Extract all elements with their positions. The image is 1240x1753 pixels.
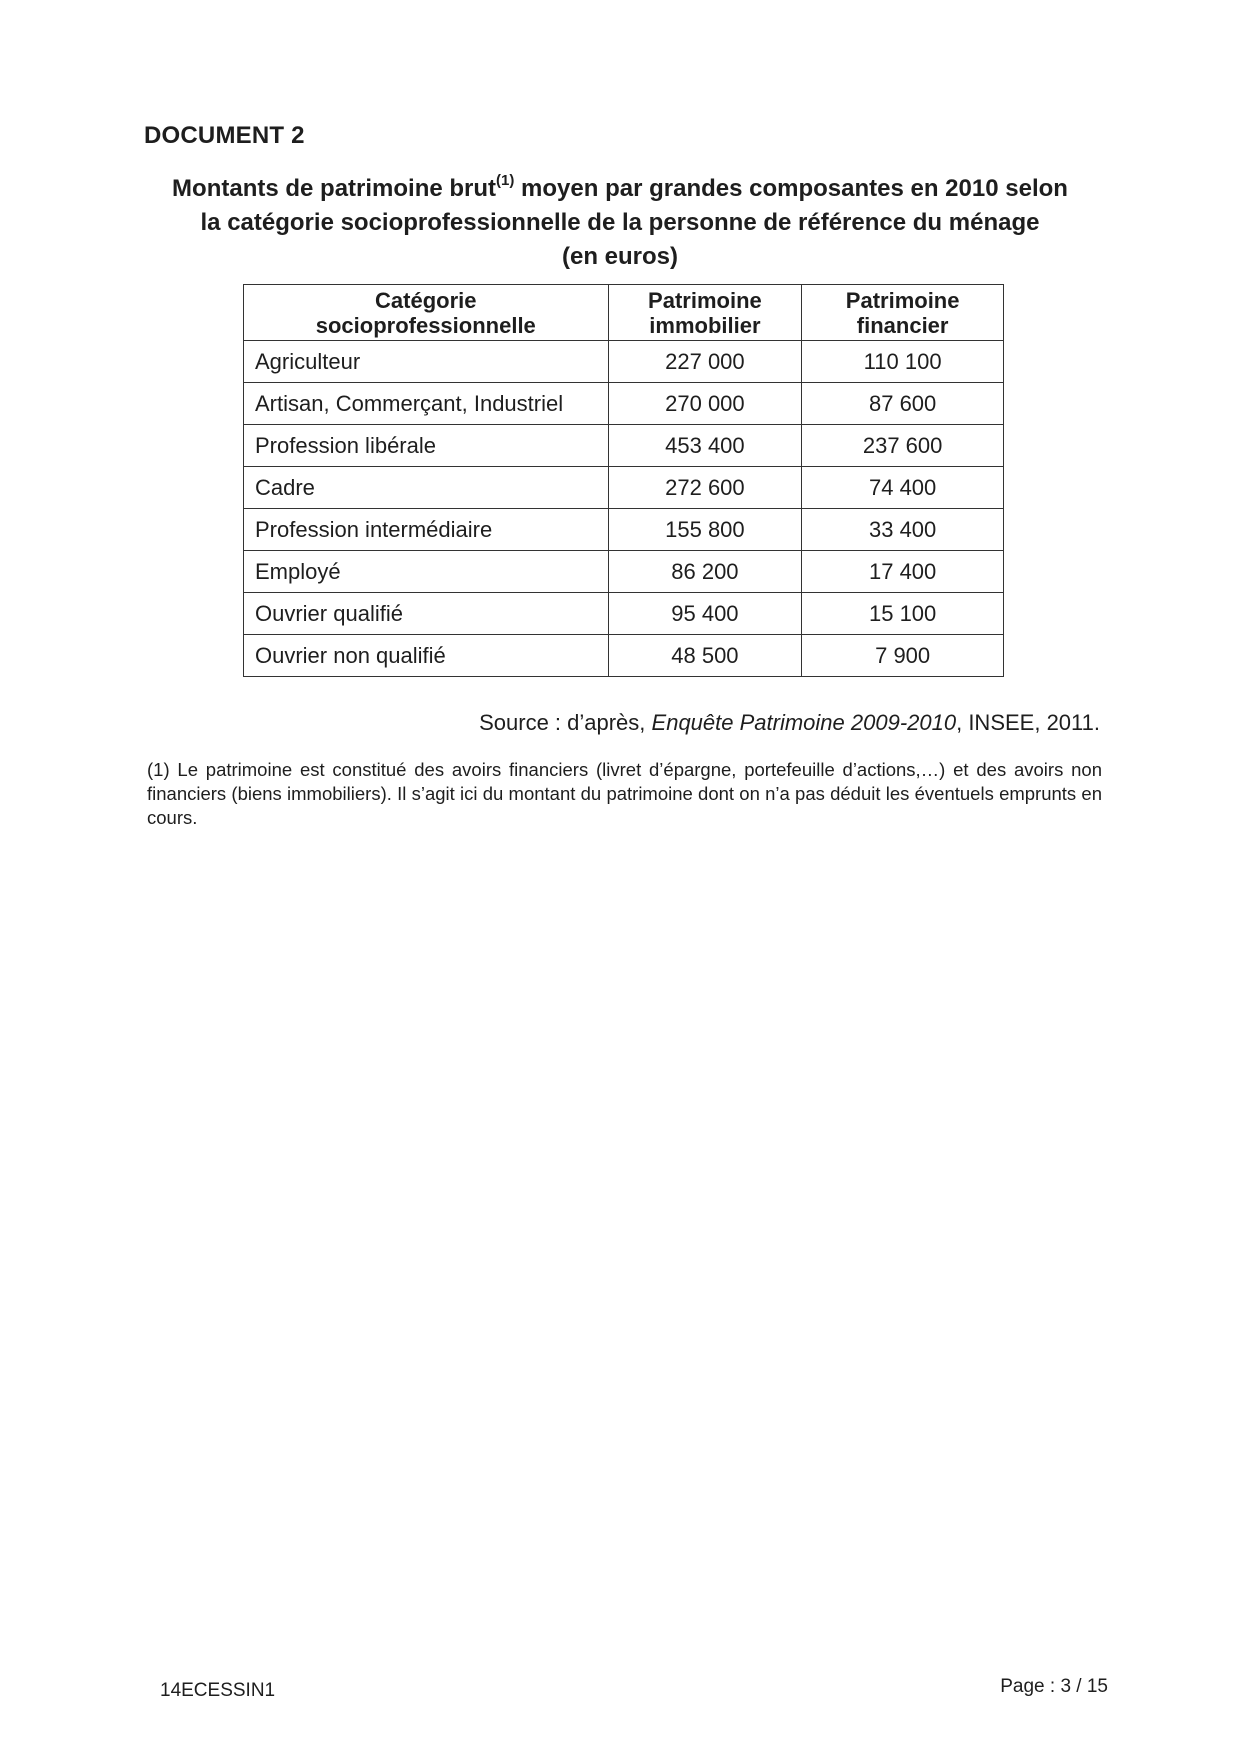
- title-line-1: [120, 172, 1120, 206]
- table-row: [244, 341, 1004, 383]
- table-row: [244, 425, 1004, 467]
- header-immobilier-line-1: Patrimoine: [648, 287, 762, 313]
- row-immobilier: 227 000: [608, 341, 802, 383]
- header-financier: [802, 285, 1004, 341]
- row-immobilier: 48 500: [608, 635, 802, 677]
- title-footnote-ref: (1): [496, 172, 515, 189]
- row-immobilier: 95 400: [608, 593, 802, 635]
- row-immobilier: 86 200: [608, 551, 802, 593]
- header-categorie-line-1: Catégorie: [375, 287, 477, 313]
- row-category: Employé: [244, 551, 609, 593]
- header-immobilier: [608, 285, 802, 341]
- row-category: Agriculteur: [244, 341, 609, 383]
- row-immobilier: 270 000: [608, 383, 802, 425]
- patrimoine-table: [243, 284, 1004, 677]
- source-prefix: Source : d’après,: [479, 710, 652, 735]
- header-immobilier-line-2: immobilier: [649, 312, 761, 338]
- source-citation: [479, 710, 1100, 736]
- row-category: Profession intermédiaire: [244, 509, 609, 551]
- footnote: (1) Le patrimoine est constitué des avoirs financiers (livret d’épargne, portefeuille d’actions,…) et des avoirs non financiers (biens immobiliers). Il s’agit ici du montant du patrimoine dont on n’a pas déduit les éventuels emprunts en cours.: [147, 759, 1102, 828]
- document-label: DOCUMENT 2: [144, 122, 305, 149]
- title-line-1-end: moyen par grandes composantes en 2010 selon: [514, 175, 1068, 202]
- row-category: Artisan, Commerçant, Industriel: [244, 383, 609, 425]
- title-line-2: la catégorie socioprofessionnelle de la personne de référence du ménage: [200, 209, 1040, 236]
- source-suffix: , INSEE, 2011.: [956, 710, 1100, 735]
- row-immobilier: 155 800: [608, 509, 802, 551]
- header-financier-line-1: Patrimoine: [845, 287, 960, 313]
- row-financier: 74 400: [802, 467, 1004, 509]
- table-row: [244, 383, 1004, 425]
- header-categorie: [244, 285, 609, 341]
- row-category: Ouvrier non qualifié: [244, 635, 609, 677]
- table-header-row: [244, 285, 1004, 341]
- table-row: [244, 635, 1004, 677]
- row-financier: 237 600: [802, 425, 1004, 467]
- footer-exam-code: 14ECESSIN1: [160, 1680, 276, 1701]
- table-row: [244, 509, 1004, 551]
- row-category: Ouvrier qualifié: [244, 593, 609, 635]
- row-immobilier: 272 600: [608, 467, 802, 509]
- row-financier: 33 400: [802, 509, 1004, 551]
- source-title: Enquête Patrimoine 2009-2010: [651, 710, 957, 735]
- header-financier-line-2: financier: [856, 312, 949, 338]
- row-financier: 17 400: [802, 551, 1004, 593]
- table-row: [244, 551, 1004, 593]
- document-title: [120, 172, 1120, 274]
- title-line-1-start: Montants de patrimoine brut: [172, 175, 497, 202]
- row-financier: 15 100: [802, 593, 1004, 635]
- row-category: Profession libérale: [244, 425, 609, 467]
- footer-page-number: Page : 3 / 15: [1000, 1676, 1108, 1697]
- row-immobilier: 453 400: [608, 425, 802, 467]
- row-category: Cadre: [244, 467, 609, 509]
- header-categorie-line-2: socioprofessionnelle: [315, 312, 536, 338]
- table-row: [244, 593, 1004, 635]
- row-financier: 110 100: [802, 341, 1004, 383]
- table-row: [244, 467, 1004, 509]
- row-financier: 7 900: [802, 635, 1004, 677]
- title-line-3: (en euros): [561, 243, 678, 270]
- row-financier: 87 600: [802, 383, 1004, 425]
